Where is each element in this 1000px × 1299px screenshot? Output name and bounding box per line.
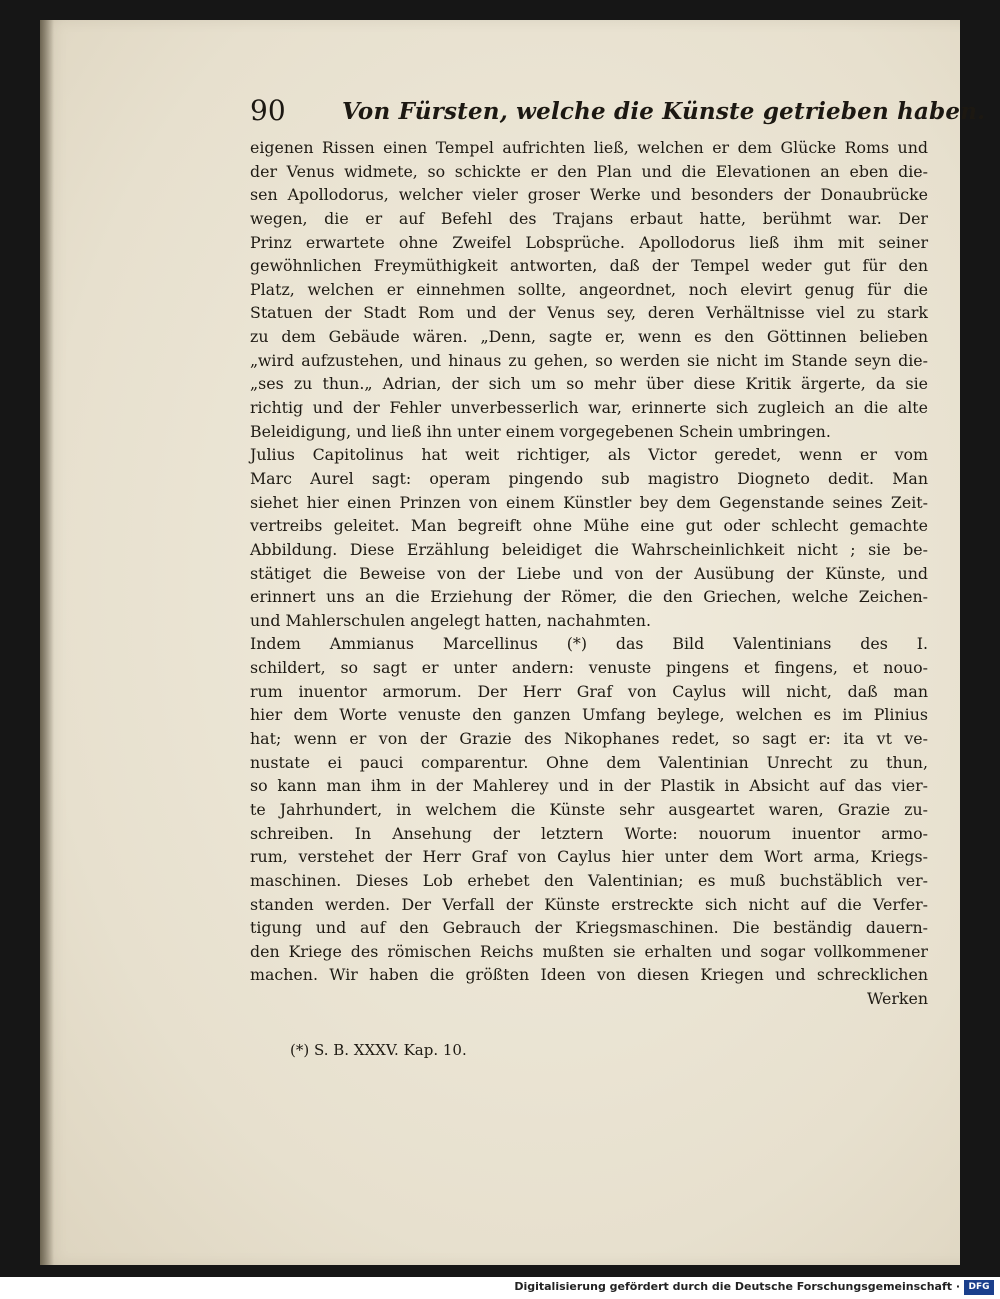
text-line: te Jahrhundert, in welchem die Künste sehr ausgeartet waren, Grazie zu- xyxy=(250,799,928,819)
text-line: schildert, so sagt er unter andern: venuste pingens et fingens, et nouo- xyxy=(250,658,928,678)
text-line: sen Apollodorus, welcher vieler groser Werke und besonders der Donaubrücke xyxy=(250,185,928,205)
text-line: maschinen. Dieses Lob erhebet den Valentinian; es muß buchstäblich ver- xyxy=(250,870,928,890)
text-line: rum inuentor armorum. Der Herr Graf von Caylus will nicht, daß man xyxy=(250,681,928,701)
text-line: hat; wenn er von der Grazie des Nikophanes redet, so sagt er: ita vt ve- xyxy=(250,729,928,749)
catchword: Werken xyxy=(867,989,928,1009)
text-line: Prinz erwartete ohne Zweifel Lobsprüche. Apollodorus ließ ihm mit seiner xyxy=(250,232,928,252)
text-line: „wird aufzustehen, und hinaus zu gehen, so werden sie nicht im Stande seyn die- xyxy=(250,350,928,370)
credit-text: Digitalisierung gefördert durch die Deutsche Forschungsgemeinschaft · xyxy=(514,1280,960,1293)
text-line: gewöhnlichen Freymüthigkeit antworten, daß der Tempel weder gut für den xyxy=(250,256,928,276)
text-line: stätiget die Beweise von der Liebe und von der Ausübung der Künste, und xyxy=(250,563,928,583)
text-line: siehet hier einen Prinzen von einem Künstler bey dem Gegenstande seines Zeit- xyxy=(250,492,928,512)
text-line: der Venus widmete, so schickte er den Plan und die Elevationen an eben die- xyxy=(250,161,928,181)
text-line: den Kriege des römischen Reichs mußten sie erhalten und sogar vollkommener xyxy=(250,941,928,961)
text-line: tigung und auf den Gebrauch der Kriegsmaschinen. Die beständig dauern- xyxy=(250,918,928,938)
text-line: zu dem Gebäude wären. „Denn, sagte er, wenn es den Göttinnen belieben xyxy=(250,327,928,347)
credit-bar xyxy=(0,1277,1000,1299)
body-text xyxy=(250,136,928,1011)
text-line: so kann man ihm in der Mahlerey und in der Plastik in Absicht auf das vier- xyxy=(250,776,928,796)
text-line: nustate ei pauci comparentur. Ohne dem Valentinian Unrecht zu thun, xyxy=(250,752,928,772)
text-line: vertreibs geleitet. Man begreift ohne Mühe eine gut oder schlecht gemachte xyxy=(250,516,928,536)
page-number: 90 xyxy=(250,94,286,127)
text-line: Indem Ammianus Marcellinus (*) das Bild Valentinians des I. xyxy=(250,634,928,654)
text-line: hier dem Worte venuste den ganzen Umfang beylege, welchen es im Plinius xyxy=(250,705,928,725)
dfg-logo-icon: DFG xyxy=(964,1280,994,1295)
running-head: Von Fürsten, welche die Künste getrieben haben. xyxy=(342,98,986,125)
text-line: wegen, die er auf Befehl des Trajans erbaut hatte, berühmt war. Der xyxy=(250,208,928,228)
text-line: schreiben. In Ansehung der letztern Worte: nouorum inuentor armo- xyxy=(250,823,928,843)
text-line: und Mahlerschulen angelegt hatten, nachahmten. xyxy=(250,610,651,630)
text-line: erinnert uns an die Erziehung der Römer, die den Griechen, welche Zeichen- xyxy=(250,587,928,607)
text-line: Beleidigung, und ließ ihn unter einem vorgegebenen Schein umbringen. xyxy=(250,421,831,441)
text-line: eigenen Rissen einen Tempel aufrichten ließ, welchen er dem Glücke Roms und xyxy=(250,138,928,157)
text-line: Platz, welchen er einnehmen sollte, angeordnet, noch elevirt genug für die xyxy=(250,279,928,299)
text-line: richtig und der Fehler unverbesserlich war, erinnerte sich zugleich an die alte xyxy=(250,398,928,418)
text-line: Julius Capitolinus hat weit richtiger, als Victor geredet, wenn er vom xyxy=(250,445,928,465)
text-line: Marc Aurel sagt: operam pingendo sub magistro Diogneto dedit. Man xyxy=(250,468,928,488)
page-gutter-shadow xyxy=(40,20,54,1265)
text-line: machen. Wir haben die größten Ideen von diesen Kriegen und schrecklichen xyxy=(250,965,928,985)
text-line: „ses zu thun.„ Adrian, der sich um so mehr über diese Kritik ärgerte, da sie xyxy=(250,374,928,394)
page-header xyxy=(250,92,986,132)
text-line: Statuen der Stadt Rom und der Venus sey, deren Verhältnisse viel zu stark xyxy=(250,303,928,323)
text-line: standen werden. Der Verfall der Künste erstreckte sich nicht auf die Verfer- xyxy=(250,894,928,914)
text-line: Abbildung. Diese Erzählung beleidiget die Wahrscheinlichkeit nicht ; sie be- xyxy=(250,539,928,559)
footnote: (*) S. B. XXXV. Kap. 10. xyxy=(290,1041,467,1059)
text-line: rum, verstehet der Herr Graf von Caylus hier unter dem Wort arma, Kriegs- xyxy=(250,847,928,867)
